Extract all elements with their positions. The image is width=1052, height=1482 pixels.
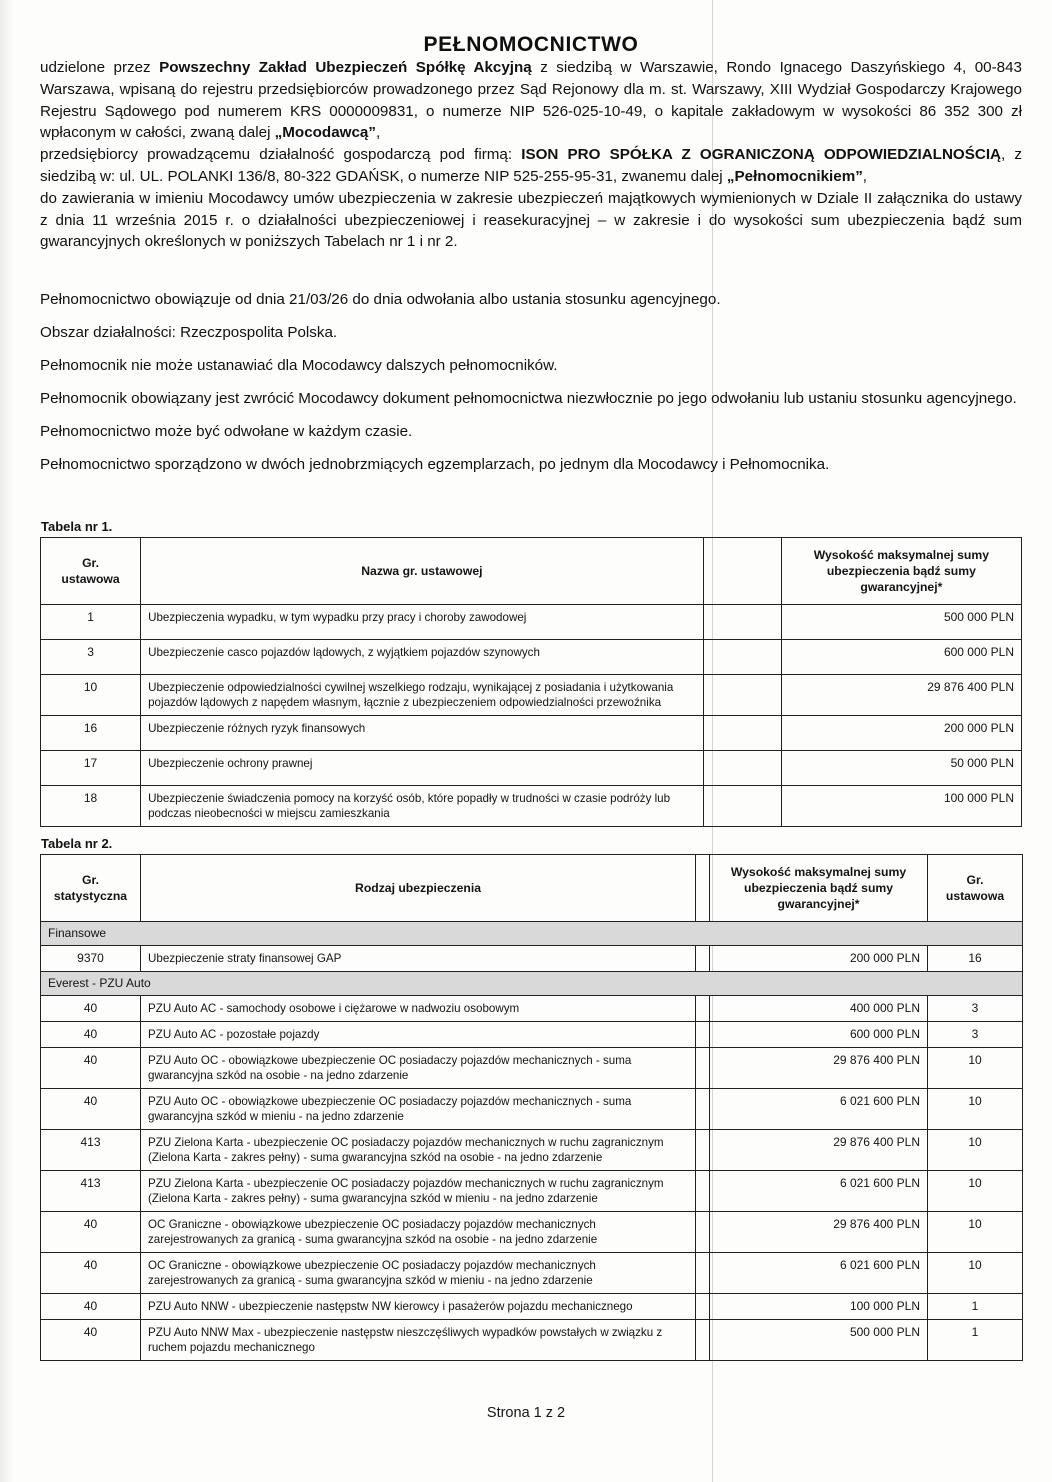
table2-cell-name: PZU Auto AC - samochody osobowe i ciężarowe w nadwoziu osobowym: [141, 996, 696, 1022]
table-row: [41, 1130, 1023, 1171]
table1-body: [41, 605, 1022, 827]
table2-group-label: Finansowe: [41, 922, 1023, 946]
table1-cell-name: Ubezpieczenie odpowiedzialności cywilnej wszelkiego rodzaju, wynikającej z posiadania i użytkowania pojazdów lądowych z napędem własnym, łącznie z ubezpieczeniem odpowiedzialności przewoźnika: [141, 675, 704, 716]
table2-header-law-line2: ustawowa: [945, 889, 1005, 904]
table-statistical-groups: [40, 854, 1023, 1361]
table2-header-amount: [710, 855, 928, 922]
table1-cell-name: Ubezpieczenia wypadku, w tym wypadku przy pracy i choroby zawodowej: [141, 605, 704, 640]
paragraph-grantor: [40, 57, 1022, 144]
table2-cell-law: 10: [928, 1130, 1023, 1171]
grantor-middle: z siedzibą w Warszawie, Rondo Ignacego Daszyńskiego 4, 00-843 Warszawa, wpisaną do rejestru przedsiębiorców prowadzonego przez Sąd Rejonowy dla m. st. Warszawy, XIII Wydział Gospodarczy Krajowego Rejestru Sądowego pod numerem KRS 0000009831, o numerze NIP 526-025-10-49, o kapitale zakładowym w wysokości 86 352 300 zł wpłaconym w całości, zwaną dalej: [40, 59, 1022, 142]
table2-cell-code: 9370: [41, 946, 141, 972]
statement-line: Pełnomocnictwo obowiązuje od dnia 21/03/26 do dnia odwołania albo ustania stosunku agencyjnego.: [40, 291, 721, 309]
table1-cell-amount: 50 000 PLN: [781, 751, 1021, 786]
table2-caption: Tabela nr 2.: [41, 836, 113, 852]
table2-cell-name: PZU Auto AC - pozostałe pojazdy: [141, 1022, 696, 1048]
table2-cell-law: 3: [928, 1022, 1023, 1048]
table2-cell-name: PZU Auto NNW - ubezpieczenie następstw NW kierowcy i pasażerów pojazdu mechanicznego: [141, 1294, 696, 1320]
statement-line: Pełnomocnictwo sporządzono w dwóch jednobrzmiących egzemplarzach, po jednym dla Mocodawcy i Pełnomocnika.: [40, 456, 830, 474]
statement-line: Pełnomocnictwo może być odwołane w każdym czasie.: [40, 423, 413, 441]
table2-cell-amount: 600 000 PLN: [710, 1022, 928, 1048]
agent-suffix: ,: [862, 167, 868, 185]
table1-header-amount: [781, 538, 1021, 605]
table1-header-amount-line3: gwarancyjnej*: [860, 580, 943, 595]
statement-line: Obszar działalności: Rzeczpospolita Polska.: [40, 324, 338, 342]
table2-cell-law: 10: [928, 1212, 1023, 1253]
table2-cell-spacer: [696, 946, 710, 972]
table1-header-spacer: [703, 538, 781, 605]
table2-body: [41, 922, 1023, 1361]
table2-cell-code: 40: [41, 1294, 141, 1320]
table1-cell-name: Ubezpieczenie różnych ryzyk finansowych: [141, 716, 704, 751]
table2-header-row: [41, 855, 1023, 922]
table-row: [41, 1022, 1023, 1048]
table2-cell-spacer: [696, 1253, 710, 1294]
grantor-prefix: udzielone przez: [40, 59, 160, 76]
table2-cell-code: 40: [41, 1022, 141, 1048]
table2-cell-name: PZU Zielona Karta - ubezpieczenie OC posiadaczy pojazdów mechanicznych w ruchu zagranicznym (Zielona Karta - zakres pełny) - suma gwarancyjna szkód w mieniu - na jedno zdarzenie: [141, 1171, 696, 1212]
table1-cell-amount: 600 000 PLN: [781, 640, 1021, 675]
table2-cell-spacer: [696, 1320, 710, 1361]
table2-cell-spacer: [696, 1089, 710, 1130]
table1-header-amount-line2: ubezpieczenia bądź sumy: [826, 564, 976, 579]
table-row: [41, 946, 1023, 972]
table1-cell-amount: 29 876 400 PLN: [781, 675, 1021, 716]
table2-header-law-line1: Gr.: [966, 873, 984, 888]
agent-alias: „Pełnomocnikiem”: [726, 167, 863, 185]
table2-cell-law: 10: [928, 1171, 1023, 1212]
table1-cell-code: 16: [41, 716, 141, 751]
table2-cell-law: 3: [928, 996, 1023, 1022]
table2-cell-code: 40: [41, 996, 141, 1022]
table1-cell-spacer: [703, 605, 781, 640]
table2-cell-amount: 6 021 600 PLN: [710, 1089, 928, 1130]
table2-cell-code: 40: [41, 1089, 141, 1130]
agent-prefix: przedsiębiorcy prowadzącemu działalność gospodarczą pod firmą:: [40, 146, 522, 164]
grantor-suffix: ,: [375, 124, 381, 142]
paragraph-agent: [40, 144, 1022, 188]
table2-header-code-line1: Gr.: [82, 873, 99, 888]
scan-edge-shadow: [0, 0, 14, 1482]
table1-header-code-line2: ustawowa: [61, 572, 120, 587]
table2-cell-spacer: [696, 1048, 710, 1089]
table-group-row: [41, 972, 1023, 996]
table2-cell-name: PZU Zielona Karta - ubezpieczenie OC posiadaczy pojazdów mechanicznych w ruchu zagranicznym (Zielona Karta - zakres pełny) - suma gwarancyjna szkód na osobie - na jedno zdarzenie: [141, 1130, 696, 1171]
table2-cell-amount: 200 000 PLN: [710, 946, 928, 972]
table-row: [41, 675, 1022, 716]
agent-company-name: ISON PRO SPÓŁKA Z OGRANICZONĄ ODPOWIEDZIALNOŚCIĄ: [521, 146, 1002, 164]
table-row: [41, 1212, 1023, 1253]
table2-cell-law: 10: [928, 1089, 1023, 1130]
table2-cell-name: PZU Auto OC - obowiązkowe ubezpieczenie OC posiadaczy pojazdów mechanicznych - suma gwarancyjna szkód w mieniu - na jedno zdarzenie: [141, 1089, 696, 1130]
table2-group-label: Everest - PZU Auto: [41, 972, 1023, 996]
table1-cell-spacer: [703, 640, 781, 675]
grantor-company-name: Powszechny Zakład Ubezpieczeń Spółkę Akcyjną: [159, 59, 532, 76]
table1-cell-spacer: [703, 716, 781, 751]
table1-cell-code: 3: [41, 640, 141, 675]
table1-cell-spacer: [703, 751, 781, 786]
table2-header-amount-line2: ubezpieczenia bądź sumy: [744, 881, 893, 896]
page-footer: Strona 1 z 2: [486, 1405, 566, 1421]
paragraph-scope: do zawierania w imieniu Mocodawcy umów ubezpieczenia w zakresie ubezpieczeń majątkowych wymienionych w Dziale II załącznika do ustawy z dnia 11 września 2015 r. o działalności ubezpieczeniowej i reasekuracyjnej – w zakresie i do wysokości sum ubezpieczenia bądź sum gwarancyjnych określonych w poniższych Tabelach nr 1 i nr 2.: [40, 189, 1022, 251]
table2-cell-amount: 29 876 400 PLN: [710, 1048, 928, 1089]
table-group-row: [41, 922, 1023, 946]
table1-cell-name: Ubezpieczenie ochrony prawnej: [141, 751, 704, 786]
table1-header-code-line1: Gr.: [82, 556, 100, 571]
table2-cell-name: Ubezpieczenie straty finansowej GAP: [141, 946, 696, 972]
document-content: [40, 0, 1022, 1361]
table1-cell-name: Ubezpieczenie świadczenia pomocy na korzyść osób, które popadły w trudności w czasie podróży lub podczas nieobecności w miejscu zamieszkania: [141, 786, 704, 827]
statement-line: Pełnomocnik obowiązany jest zwrócić Mocodawcy dokument pełnomocnictwa niezwłocznie po jego odwołaniu lub ustaniu stosunku agencyjnego.: [40, 390, 1017, 408]
table2-cell-amount: 6 021 600 PLN: [710, 1253, 928, 1294]
table1-cell-code: 17: [41, 751, 141, 786]
table-row: [41, 716, 1022, 751]
table2-cell-spacer: [696, 996, 710, 1022]
table2-cell-law: 10: [928, 1253, 1023, 1294]
table2-cell-amount: 6 021 600 PLN: [710, 1171, 928, 1212]
table1-cell-code: 1: [41, 605, 141, 640]
table2-cell-code: 40: [41, 1320, 141, 1361]
table2-cell-spacer: [696, 1171, 710, 1212]
table-row: [41, 751, 1022, 786]
table2-cell-code: 40: [41, 1048, 141, 1089]
table2-cell-spacer: [696, 1022, 710, 1048]
table2-header-amount-line3: gwarancyjnej*: [777, 897, 860, 912]
table2-cell-code: 40: [41, 1212, 141, 1253]
table1-cell-amount: 200 000 PLN: [781, 716, 1021, 751]
statement-line: Pełnomocnik nie może ustanawiać dla Mocodawcy dalszych pełnomocników.: [40, 357, 558, 375]
table2-cell-law: 16: [928, 946, 1023, 972]
table1-header-row: [41, 538, 1022, 605]
table2-cell-amount: 29 876 400 PLN: [710, 1130, 928, 1171]
table2-cell-name: OC Graniczne - obowiązkowe ubezpieczenie OC posiadaczy pojazdów mechanicznych zarejestrowanych za granicą - suma gwarancyjna szkód w mieniu - na jedno zdarzenie: [141, 1253, 696, 1294]
table2-header-spacer: [696, 855, 710, 922]
table2-cell-name: PZU Auto NNW Max - ubezpieczenie następstw nieszczęśliwych wypadków powstałych w związku z ruchem pojazdu mechanicznego: [141, 1320, 696, 1361]
table2-header-amount-line1: Wysokość maksymalnej sumy: [730, 865, 907, 880]
agent-middle: , z siedzibą w: ul. UL. POLANKI 136/8, 80-322 GDAŃSK, o numerze NIP 525-255-95-31, zwanemu dalej: [40, 146, 1022, 185]
table2-cell-amount: 400 000 PLN: [710, 996, 928, 1022]
table-row: [41, 786, 1022, 827]
table2-header-law: [928, 855, 1023, 922]
table2-cell-law: 10: [928, 1048, 1023, 1089]
table-row: [41, 996, 1023, 1022]
table1-cell-code: 10: [41, 675, 141, 716]
table2-cell-code: 40: [41, 1253, 141, 1294]
table-statutory-groups: [40, 537, 1022, 827]
table2-cell-law: 1: [928, 1320, 1023, 1361]
page-title: PEŁNOMOCNICTWO: [423, 33, 639, 56]
table-row: [41, 640, 1022, 675]
table1-cell-spacer: [703, 675, 781, 716]
table1-cell-amount: 500 000 PLN: [781, 605, 1021, 640]
table2-cell-code: 413: [41, 1130, 141, 1171]
table2-cell-name: PZU Auto OC - obowiązkowe ubezpieczenie OC posiadaczy pojazdów mechanicznych - suma gwarancyjna szkód na osobie - na jedno zdarzenie: [141, 1048, 696, 1089]
table2-cell-code: 413: [41, 1171, 141, 1212]
table1-cell-name: Ubezpieczenie casco pojazdów lądowych, z wyjątkiem pojazdów szynowych: [141, 640, 704, 675]
table2-cell-name: OC Graniczne - obowiązkowe ubezpieczenie OC posiadaczy pojazdów mechanicznych zarejestrowanych za granicą - suma gwarancyjna szkód na osobie - na jedno zdarzenie: [141, 1212, 696, 1253]
table1-header-code: [41, 538, 141, 605]
table2-header-code: [41, 855, 141, 922]
table2-header-name: Rodzaj ubezpieczenia: [141, 855, 696, 922]
statements-list: [40, 285, 1022, 480]
table2-cell-spacer: [696, 1212, 710, 1253]
table2-cell-spacer: [696, 1130, 710, 1171]
table1-header-amount-line1: Wysokość maksymalnej sumy: [813, 548, 989, 563]
table2-cell-spacer: [696, 1294, 710, 1320]
table2-cell-amount: 29 876 400 PLN: [710, 1212, 928, 1253]
table2-cell-amount: 100 000 PLN: [710, 1294, 928, 1320]
table-row: [41, 1294, 1023, 1320]
table2-cell-amount: 500 000 PLN: [710, 1320, 928, 1361]
table1-cell-code: 18: [41, 786, 141, 827]
table1-caption: Tabela nr 1.: [41, 519, 113, 535]
table-row: [41, 1089, 1023, 1130]
table2-header-code-line2: statystyczna: [53, 889, 128, 904]
table2-cell-law: 1: [928, 1294, 1023, 1320]
table-row: [41, 1048, 1023, 1089]
table1-header-name: Nazwa gr. ustawowej: [141, 538, 704, 605]
table-row: [41, 1171, 1023, 1212]
table1-cell-spacer: [703, 786, 781, 827]
table1-cell-amount: 100 000 PLN: [781, 786, 1021, 827]
grantor-alias: „Mocodawcą”: [274, 124, 376, 142]
table-row: [41, 1253, 1023, 1294]
table-row: [41, 605, 1022, 640]
table-row: [41, 1320, 1023, 1361]
